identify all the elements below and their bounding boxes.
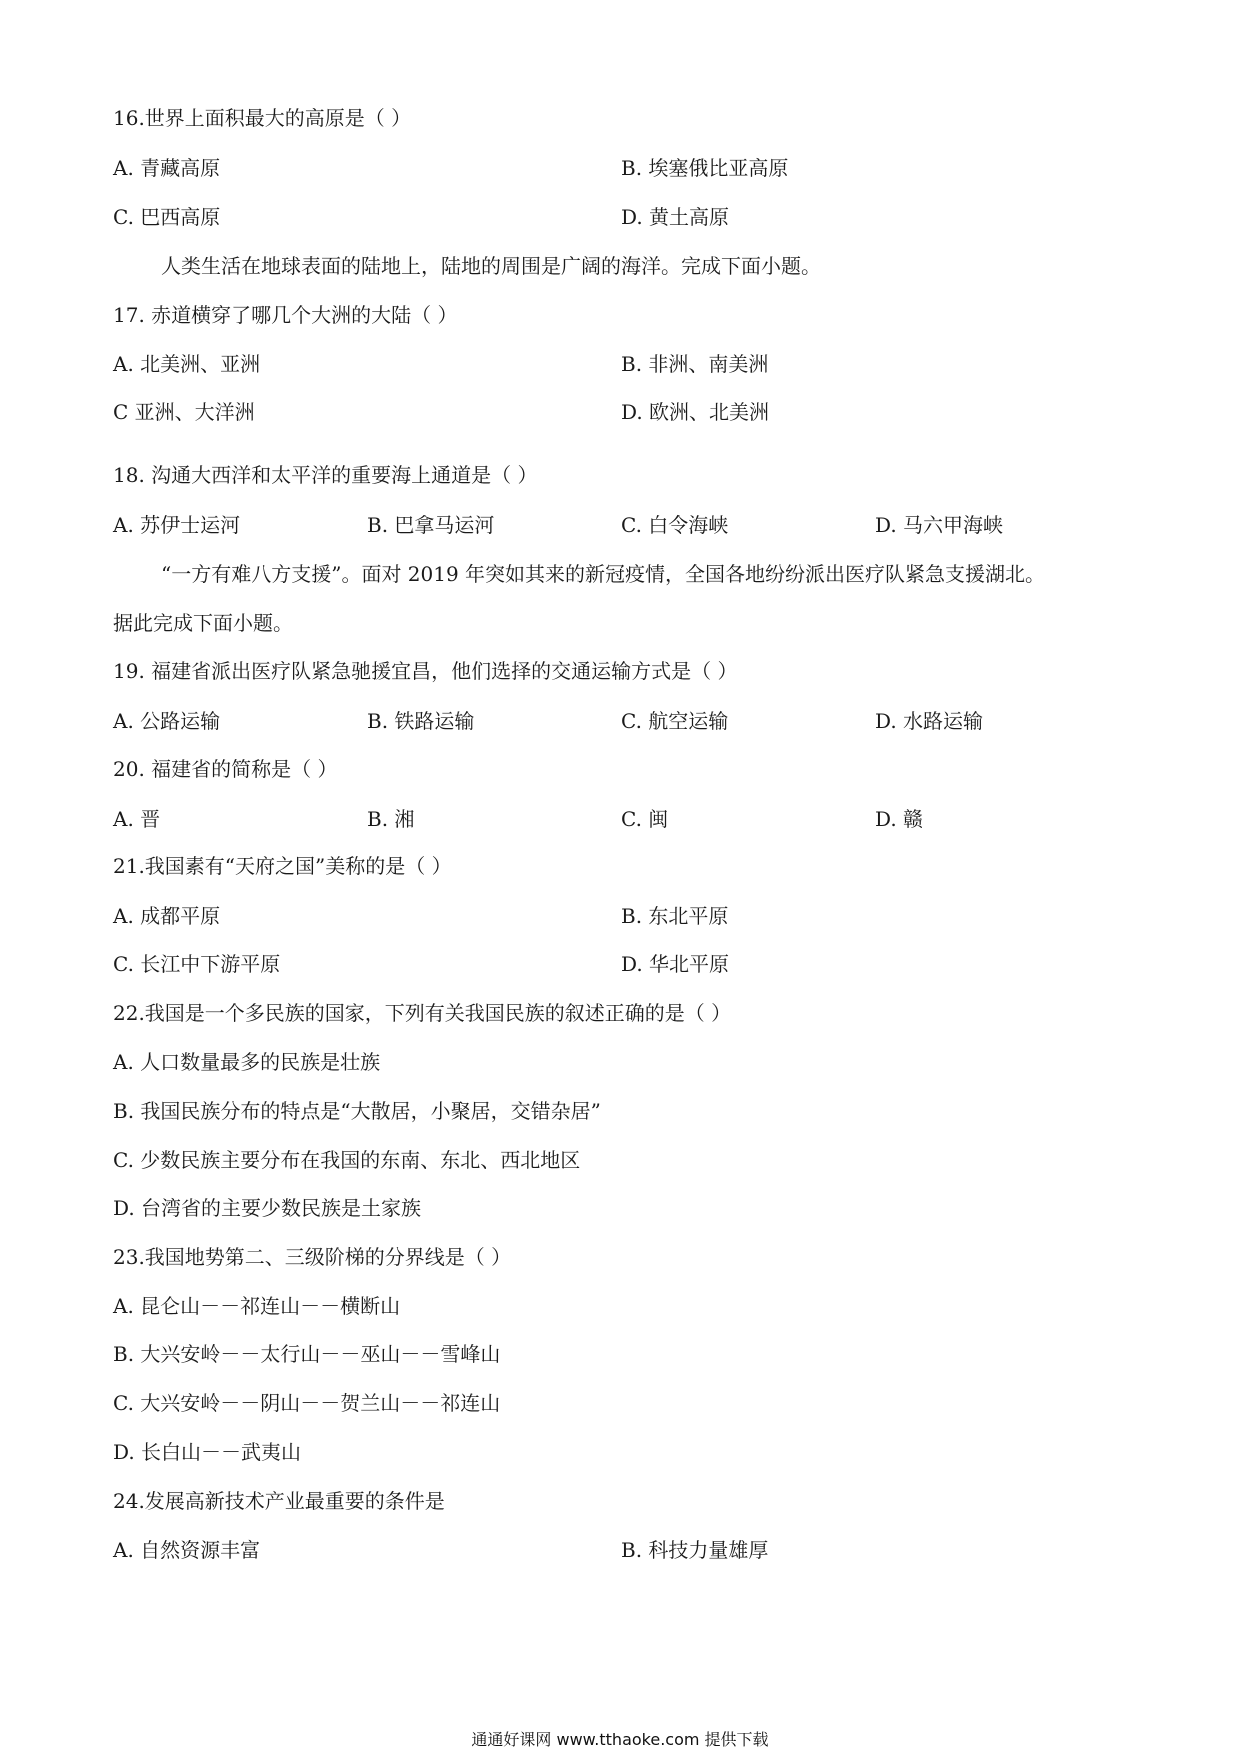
question-16-option-b: B. 埃塞俄比亚高原	[621, 156, 789, 180]
question-21-option-b: B. 东北平原	[621, 904, 729, 928]
question-24-option-a: A. 自然资源丰富	[113, 1538, 261, 1562]
page-footer: 通通好课网 www.tthaoke.com 提供下载	[471, 1730, 769, 1749]
question-17-option-a: A. 北美洲、亚洲	[113, 352, 261, 376]
question-17-option-d: D. 欧洲、北美洲	[621, 400, 770, 424]
question-23-option-c: C. 大兴安岭－－阴山－－贺兰山－－祁连山	[113, 1391, 501, 1415]
passage-intro-17: 人类生活在地球表面的陆地上，陆地的周围是广阔的海洋。完成下面小题。	[161, 254, 821, 278]
question-21-option-a: A. 成都平原	[113, 904, 221, 928]
question-21-stem: 21.我国素有“天府之国”美称的是（ ）	[113, 854, 452, 878]
question-18-option-b: B. 巴拿马运河	[367, 513, 495, 537]
question-20-option-b: B. 湘	[367, 807, 415, 831]
question-23-stem: 23.我国地势第二、三级阶梯的分界线是（ ）	[113, 1245, 512, 1269]
question-16-stem: 16.世界上面积最大的高原是（ ）	[113, 106, 412, 130]
question-23-option-b: B. 大兴安岭－－太行山－－巫山－－雪峰山	[113, 1342, 501, 1366]
question-20-option-c: C. 闽	[621, 807, 669, 831]
question-18-option-a: A. 苏伊士运河	[113, 513, 241, 537]
question-20-option-a: A. 晋	[113, 807, 161, 831]
question-21-option-d: D. 华北平原	[621, 952, 730, 976]
question-21-option-c: C. 长江中下游平原	[113, 952, 281, 976]
question-23-option-d: D. 长白山－－武夷山	[113, 1440, 302, 1464]
question-24-option-b: B. 科技力量雄厚	[621, 1538, 769, 1562]
passage-intro-19-line2: 据此完成下面小题。	[113, 611, 293, 635]
question-19-stem: 19. 福建省派出医疗队紧急驰援宜昌，他们选择的交通运输方式是（ ）	[113, 659, 738, 683]
question-19-option-a: A. 公路运输	[113, 709, 221, 733]
question-22-option-d: D. 台湾省的主要少数民族是土家族	[113, 1196, 422, 1220]
passage-intro-19-line1: “一方有难八方支援”。面对 2019 年突如其来的新冠疫情，全国各地纷纷派出医疗队紧急支援湖北。	[161, 562, 1046, 586]
question-19-option-b: B. 铁路运输	[367, 709, 475, 733]
question-22-option-b: B. 我国民族分布的特点是“大散居，小聚居，交错杂居”	[113, 1099, 601, 1123]
question-23-option-a: A. 昆仑山－－祁连山－－横断山	[113, 1294, 401, 1318]
question-16-option-d: D. 黄土高原	[621, 205, 730, 229]
question-16-option-c: C. 巴西高原	[113, 205, 221, 229]
question-20-option-d: D. 赣	[875, 807, 924, 831]
question-16-option-a: A. 青藏高原	[113, 156, 221, 180]
question-19-option-c: C. 航空运输	[621, 709, 729, 733]
question-17-stem: 17. 赤道横穿了哪几个大洲的大陆（ ）	[113, 303, 458, 327]
question-22-option-c: C. 少数民族主要分布在我国的东南、东北、西北地区	[113, 1148, 581, 1172]
question-24-stem: 24.发展高新技术产业最重要的条件是	[113, 1489, 445, 1513]
question-17-option-b: B. 非洲、南美洲	[621, 352, 769, 376]
question-18-stem: 18. 沟通大西洋和太平洋的重要海上通道是（ ）	[113, 463, 538, 487]
question-19-option-d: D. 水路运输	[875, 709, 984, 733]
question-20-stem: 20. 福建省的简称是（ ）	[113, 757, 338, 781]
question-22-stem: 22.我国是一个多民族的国家，下列有关我国民族的叙述正确的是（ ）	[113, 1001, 732, 1025]
question-17-option-c: C 亚洲、大洋洲	[113, 400, 255, 424]
question-18-option-c: C. 白令海峡	[621, 513, 729, 537]
question-18-option-d: D. 马六甲海峡	[875, 513, 1004, 537]
question-22-option-a: A. 人口数量最多的民族是壮族	[113, 1050, 381, 1074]
